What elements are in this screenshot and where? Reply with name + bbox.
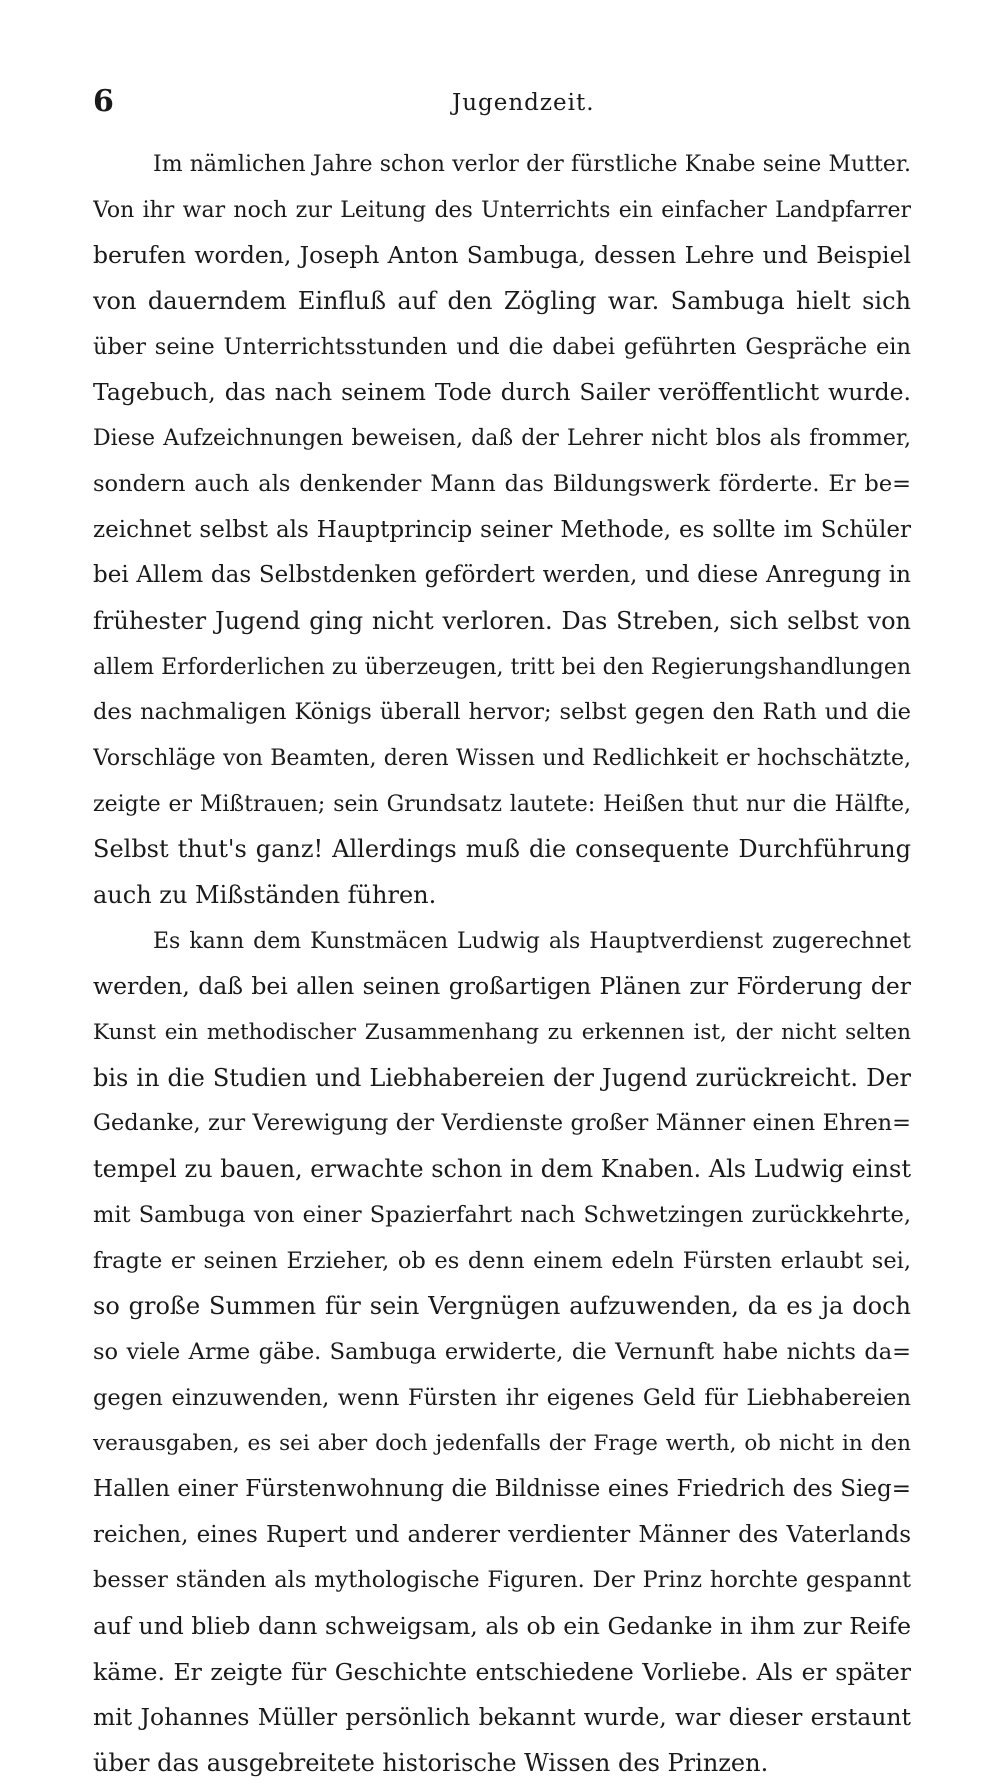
text-line: auf und blieb dann schweigsam, als ob ein Gedanke in ihm zur Reife xyxy=(93,1612,911,1640)
text-line: des nachmaligen Königs überall hervor; selbst gegen den Rath und die xyxy=(93,699,911,726)
text-line: bei Allem das Selbstdenken gefördert werden, und diese Anregung in xyxy=(93,562,911,589)
text-line: Im nämlichen Jahre schon verlor der fürstliche Knabe seine Mutter. xyxy=(153,152,911,177)
text-line: fragte er seinen Erzieher, ob es denn einem edeln Fürsten erlaubt sei, xyxy=(93,1247,911,1274)
text-line: werden, daß bei allen seinen großartigen Plänen zur Förderung der xyxy=(93,972,911,1001)
text-line: Vorschläge von Beamten, deren Wissen und Redlichkeit er hochschätzte, xyxy=(93,745,911,771)
text-line: sondern auch als denkender Mann das Bildungswerk förderte. Er be= xyxy=(93,470,911,497)
paragraph-2 xyxy=(93,919,911,1787)
text-line: käme. Er zeigte für Geschichte entschiedene Vorliebe. Als er später xyxy=(93,1657,911,1686)
running-head: Jugendzeit. xyxy=(452,90,595,116)
text-line: über seine Unterrichtsstunden und die dabei geführten Gespräche ein xyxy=(93,333,911,360)
text-line: verausgaben, es sei aber doch jedenfalls der Frage werth, ob nicht in den xyxy=(93,1431,911,1457)
text-line: so große Summen für sein Vergnügen aufzuwenden, da es ja doch xyxy=(93,1292,911,1321)
body-text xyxy=(93,142,911,1787)
text-line: von dauerndem Einfluß auf den Zögling war. Sambuga hielt sich xyxy=(93,287,911,316)
text-line: mit Sambuga von einer Spazierfahrt nach Schwetzingen zurückkehrte, xyxy=(93,1201,911,1228)
text-line: Tagebuch, das nach seinem Tode durch Sailer veröffentlicht wurde. xyxy=(93,378,911,407)
text-line: mit Johannes Müller persönlich bekannt wurde, war dieser erstaunt xyxy=(93,1703,911,1732)
text-line: tempel zu bauen, erwachte schon in dem Knaben. Als Ludwig einst xyxy=(93,1155,911,1184)
text-line: allem Erforderlichen zu überzeugen, tritt bei den Regierungshandlungen xyxy=(93,654,911,680)
text-line: Diese Aufzeichnungen beweisen, daß der Lehrer nicht blos als frommer, xyxy=(93,426,911,452)
text-line: so viele Arme gäbe. Sambuga erwiderte, die Vernunft habe nichts da= xyxy=(93,1338,911,1365)
text-line: zeigte er Mißtrauen; sein Grundsatz lautete: Heißen thut nur die Hälfte, xyxy=(93,791,911,817)
text-line: Selbst thut's ganz! Allerdings muß die consequente Durchführung xyxy=(93,835,911,864)
text-line: über das ausgebreitete historische Wissen des Prinzen. xyxy=(93,1749,769,1778)
text-line: reichen, eines Rupert und anderer verdienter Männer des Vaterlands xyxy=(93,1521,911,1548)
text-line: frühester Jugend ging nicht verloren. Das Streben, sich selbst von xyxy=(93,606,911,635)
text-line: auch zu Mißständen führen. xyxy=(93,881,437,909)
page-number: 6 xyxy=(93,84,114,119)
text-line: Gedanke, zur Verewigung der Verdienste großer Männer einen Ehren= xyxy=(93,1110,911,1137)
text-line: besser ständen als mythologische Figuren. Der Prinz horchte gespannt xyxy=(93,1567,911,1594)
text-line: Kunst ein methodischer Zusammenhang zu erkennen ist, der nicht selten xyxy=(93,1020,911,1046)
paragraph-1 xyxy=(93,142,911,919)
text-line: Es kann dem Kunstmäcen Ludwig als Hauptverdienst zugerechnet xyxy=(153,928,911,954)
text-line: Hallen einer Fürstenwohnung die Bildnisse eines Friedrich des Sieg= xyxy=(93,1475,911,1502)
text-line: berufen worden, Joseph Anton Sambuga, dessen Lehre und Beispiel xyxy=(93,241,911,270)
text-line: zeichnet selbst als Hauptprincip seiner Methode, es sollte im Schüler xyxy=(93,516,911,543)
text-line: gegen einzuwenden, wenn Fürsten ihr eigenes Geld für Liebhabereien xyxy=(93,1384,911,1411)
text-line: Von ihr war noch zur Leitung des Unterrichts ein einfacher Landpfarrer xyxy=(93,197,911,223)
text-line: bis in die Studien und Liebhabereien der Jugend zurückreicht. Der xyxy=(93,1063,911,1092)
